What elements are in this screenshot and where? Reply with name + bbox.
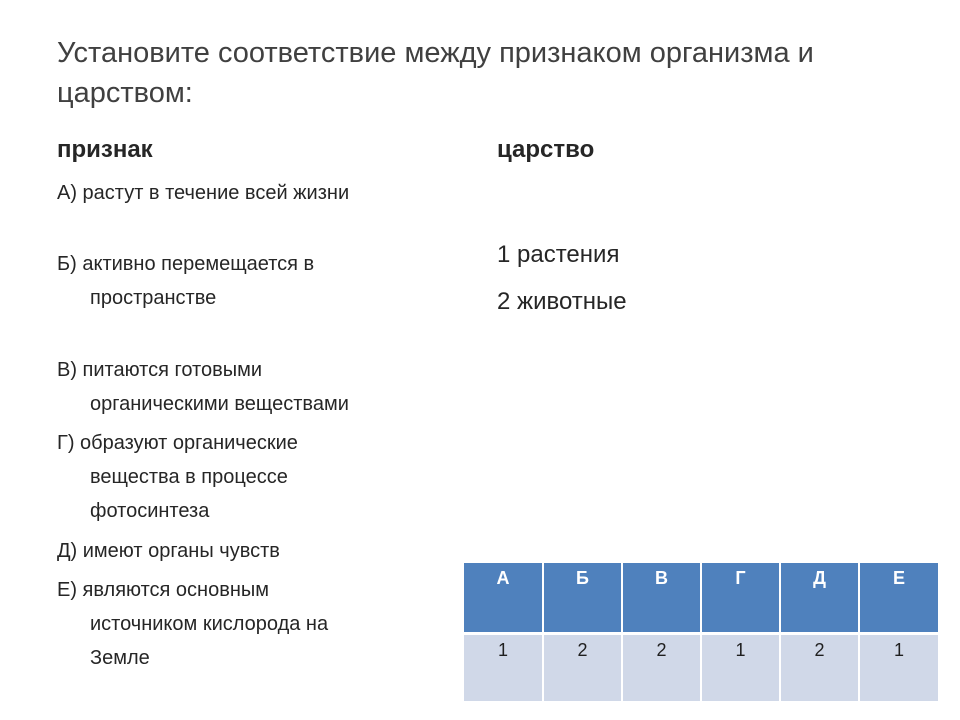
feature-item-b <box>57 247 457 315</box>
answer-header-cell: Е <box>859 563 938 634</box>
kingdom-column-header: царство <box>497 136 595 163</box>
answer-value-cell: 2 <box>622 634 701 702</box>
feature-item-d <box>57 426 457 528</box>
answer-header-cell: В <box>622 563 701 634</box>
answer-value-cell: 1 <box>464 634 543 702</box>
answer-header-cell: Д <box>780 563 859 634</box>
answer-value-cell: 2 <box>543 634 622 702</box>
feature-column-header: признак <box>57 136 153 163</box>
feature-item-c <box>57 353 457 421</box>
answer-table-header-row <box>464 563 938 634</box>
answer-value-cell: 1 <box>859 634 938 702</box>
feature-item-text: Д) имеют органы чувств <box>57 540 280 562</box>
feature-item-f <box>57 573 457 675</box>
answer-table <box>464 563 938 701</box>
feature-item-e <box>57 534 457 568</box>
feature-item-continuation: Земле <box>90 647 150 669</box>
feature-item-continuation: органическими веществами <box>90 393 349 415</box>
feature-item-text: Е) являются основным <box>57 579 270 601</box>
answer-value-cell: 2 <box>780 634 859 702</box>
feature-item-continuation: источником кислорода на <box>90 613 329 635</box>
kingdom-item-plants: 1 растения <box>497 241 620 268</box>
slide-title: Установите соответствие между признаком организма и царством: <box>57 37 814 109</box>
answer-header-cell: А <box>464 563 543 634</box>
kingdom-item-animals: 2 животные <box>497 288 627 315</box>
feature-item-text: А) растут в течение всей жизни <box>57 182 350 204</box>
answer-header-cell: Б <box>543 563 622 634</box>
feature-item-text: В) питаются готовыми <box>57 359 263 381</box>
answer-header-cell: Г <box>701 563 780 634</box>
feature-item-text: Б) активно перемещается в <box>57 253 315 275</box>
feature-item-continuation: фотосинтеза <box>90 500 210 522</box>
answer-table-value-row <box>464 634 938 702</box>
feature-item-continuation: вещества в процессе <box>90 466 288 488</box>
feature-item-a <box>57 176 457 210</box>
feature-item-text: Г) образуют органические <box>57 432 298 454</box>
feature-item-continuation: пространстве <box>90 287 217 309</box>
answer-value-cell: 1 <box>701 634 780 702</box>
